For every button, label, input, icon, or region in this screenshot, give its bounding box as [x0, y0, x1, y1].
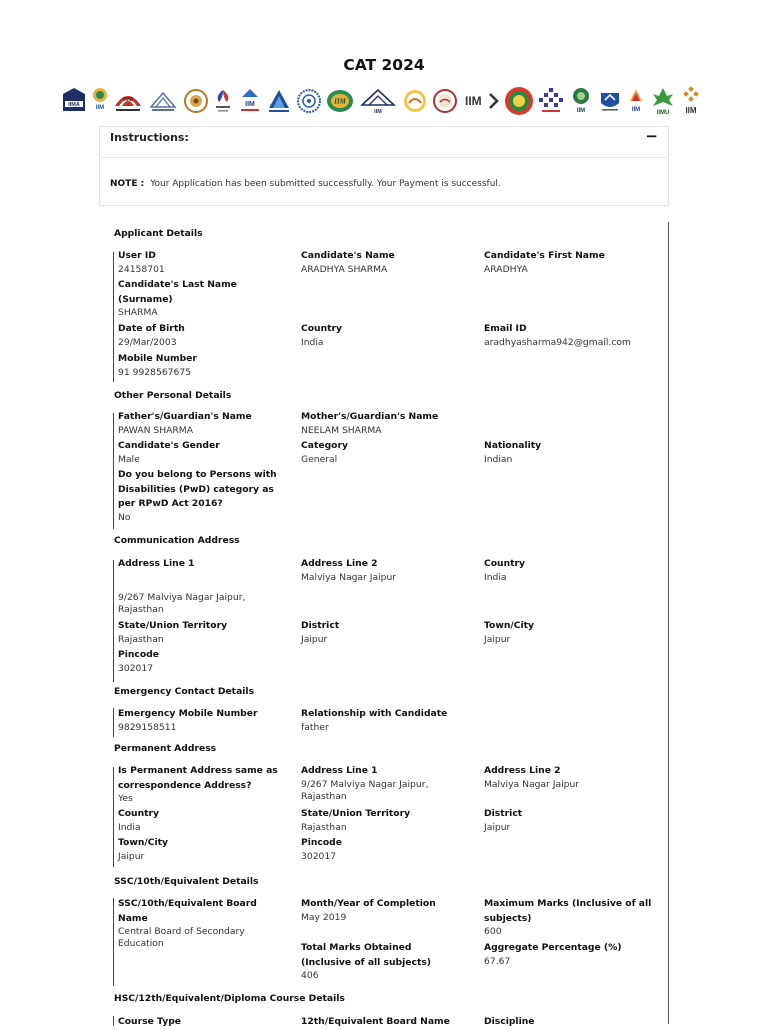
value: 302017: [118, 662, 154, 674]
field-date-of-birth: [118, 322, 288, 349]
label: Pincode: [301, 837, 342, 848]
iim-kozhikode-logo: [296, 86, 322, 116]
field-pincode: [301, 836, 471, 863]
logo-text: IIM: [464, 94, 482, 108]
hsc-details-group: [113, 1016, 659, 1026]
field-state: [301, 807, 471, 834]
iim-ranchi-logo: [463, 86, 499, 116]
field-email: [484, 322, 664, 349]
section-title-personal: Other Personal Details: [114, 390, 232, 401]
label: Candidate's Name: [301, 250, 395, 261]
label: Mother's/Guardian's Name: [301, 411, 439, 422]
iim-indore-logo: [213, 86, 233, 116]
field-pwd: [118, 468, 280, 524]
iim-udaipur-logo: [651, 86, 675, 116]
value: 67.67: [484, 955, 511, 967]
field-emergency-mobile: [118, 707, 288, 734]
field-same-address: [118, 764, 282, 805]
label: Address Line 1: [301, 765, 378, 776]
value: India: [484, 571, 507, 583]
value: 91 9928567675: [118, 366, 192, 378]
label: Date of Birth: [118, 323, 185, 334]
application-details: [99, 222, 669, 1027]
value: PAWAN SHARMA: [118, 424, 194, 436]
field-user-id: [118, 249, 288, 276]
iim-bodh-gaya-logo: [148, 86, 178, 116]
logo-text: IIM: [685, 106, 697, 115]
value: 29/Mar/2003: [118, 336, 177, 348]
iim-visakhapatnam-logo: [680, 86, 702, 116]
logo-text: IIMU: [656, 110, 670, 116]
value: Jaipur: [484, 821, 511, 833]
instructions-header: [100, 127, 668, 158]
note-label: NOTE :: [110, 179, 145, 189]
value: 302017: [301, 850, 337, 862]
value: 9/267 Malviya Nagar Jaipur, Rajasthan: [118, 591, 246, 615]
field-nationality: [484, 439, 654, 466]
section-title-hsc: HSC/12th/Equivalent/Diploma Course Details: [114, 993, 345, 1004]
field-hsc-board: [301, 1015, 471, 1030]
field-pincode: [118, 648, 288, 675]
iim-raipur-logo: [432, 86, 458, 116]
logo-text: IIMA: [68, 102, 80, 108]
section-title-communication: Communication Address: [114, 535, 240, 546]
value: Malviya Nagar Jaipur: [301, 571, 397, 583]
field-mother-name: [301, 410, 471, 437]
note-text: Your Application has been submitted successfully. Your Payment is successful.: [150, 179, 501, 189]
label: Do you belong to Persons with Disabilities (PwD) category as per RPwD Act 2016?: [118, 469, 277, 509]
field-district: [484, 807, 654, 834]
value: India: [118, 821, 141, 833]
label: Country: [301, 323, 343, 334]
label: Is Permanent Address same as correspondence Address?: [118, 765, 278, 791]
field-country: [301, 322, 471, 349]
iim-tiruchirappalli-logo: [626, 86, 646, 116]
label: Course Type: [118, 1016, 181, 1027]
field-country: [484, 557, 654, 584]
emergency-contact-group: [113, 708, 659, 737]
iim-kashipur-logo: [267, 86, 291, 116]
field-town: [484, 619, 654, 646]
field-candidate-name: [301, 249, 471, 276]
field-address-line-1: [118, 557, 278, 616]
label: Address Line 2: [301, 558, 378, 569]
field-address-line-2: [301, 557, 471, 584]
label: Mobile Number: [118, 353, 197, 364]
field-discipline: [484, 1015, 654, 1030]
field-ssc-board: [118, 897, 268, 950]
iim-mumbai-logo: [359, 86, 397, 116]
label: District: [484, 808, 523, 819]
label: Town/City: [118, 837, 169, 848]
field-gender: [118, 439, 288, 466]
value: General: [301, 453, 338, 465]
field-relationship: [301, 707, 471, 734]
value: NEELAM SHARMA: [301, 424, 382, 436]
value: Yes: [118, 793, 133, 804]
logo-text: IIM: [374, 109, 382, 115]
field-state: [118, 619, 288, 646]
permanent-address-group: [113, 767, 659, 867]
value: Male: [118, 453, 140, 465]
label: 12th/Equivalent Board Name: [301, 1016, 450, 1027]
field-address-line-2: [484, 764, 654, 791]
value: aradhyasharma942@gmail.com: [484, 336, 631, 348]
value: Rajasthan: [301, 821, 347, 833]
section-title-ssc: SSC/10th/Equivalent Details: [114, 876, 259, 887]
field-town: [118, 836, 288, 863]
label: Maximum Marks (Inclusive of all subjects): [484, 898, 652, 924]
label: Address Line 1: [118, 558, 195, 569]
iim-jammu-logo: [238, 86, 262, 116]
applicant-details-group: [113, 252, 659, 382]
field-total-marks: [301, 941, 451, 982]
label: Aggregate Percentage (%): [484, 942, 622, 953]
value: Jaipur: [484, 633, 511, 645]
logo-text: IIM: [334, 97, 347, 106]
iim-bangalore-logo: [113, 86, 143, 116]
value: Malviya Nagar Jaipur: [484, 778, 580, 790]
label: Category: [301, 440, 348, 451]
label: Candidate's Last Name (Surname): [118, 279, 237, 305]
field-last-name: [118, 278, 268, 319]
value: Indian: [484, 453, 513, 465]
instructions-note: [110, 179, 501, 189]
value: 24158701: [118, 263, 165, 275]
section-title-applicant: Applicant Details: [114, 228, 203, 239]
iim-calcutta-logo: [183, 86, 209, 116]
logo-text: IIMB: [123, 97, 134, 103]
logo-text: IIM: [245, 101, 255, 108]
field-category: [301, 439, 471, 466]
label: Country: [484, 558, 526, 569]
value: Jaipur: [301, 633, 328, 645]
iim-rohtak-logo: [504, 86, 534, 116]
page-title: CAT 2024: [343, 56, 425, 74]
label: Discipline: [484, 1016, 535, 1027]
value: Jaipur: [118, 850, 145, 862]
communication-address-group: [113, 560, 659, 682]
value: ARADHYA SHARMA: [301, 263, 388, 275]
value: Rajasthan: [118, 633, 164, 645]
label: Emergency Mobile Number: [118, 708, 258, 719]
iim-nagpur-logo: [402, 86, 428, 116]
label: Town/City: [484, 620, 535, 631]
label: Pincode: [118, 649, 159, 660]
value: India: [301, 336, 324, 348]
value: father: [301, 721, 329, 733]
label: Email ID: [484, 323, 527, 334]
field-mobile: [118, 352, 288, 379]
value: 9/267 Malviya Nagar Jaipur, Rajasthan: [301, 778, 429, 802]
label: State/Union Territory: [118, 620, 228, 631]
value: 600: [484, 926, 502, 937]
label: Total Marks Obtained (Inclusive of all subjects): [301, 942, 432, 968]
label: Candidate's First Name: [484, 250, 605, 261]
label: Country: [118, 808, 160, 819]
instructions-panel: [99, 126, 669, 206]
iim-amritsar-logo: [91, 86, 109, 116]
label: State/Union Territory: [301, 808, 411, 819]
value: SHARMA: [118, 307, 158, 318]
iim-sambalpur-logo: [538, 86, 564, 116]
label: Month/Year of Completion: [301, 898, 436, 909]
label: Father's/Guardian's Name: [118, 411, 252, 422]
field-max-marks: [484, 897, 654, 938]
label: User ID: [118, 250, 156, 261]
field-country: [118, 807, 288, 834]
value: 9829158511: [118, 721, 177, 733]
value: May 2019: [301, 911, 347, 923]
value: ARADHYA: [484, 263, 528, 275]
label: Candidate's Gender: [118, 440, 220, 451]
iima-logo: [62, 86, 86, 116]
value: No: [118, 511, 131, 523]
value: 406: [301, 970, 319, 981]
section-title-emergency: Emergency Contact Details: [114, 686, 255, 697]
label: SSC/10th/Equivalent Board Name: [118, 898, 257, 924]
iim-lucknow-logo: [326, 86, 354, 116]
field-completion: [301, 897, 471, 924]
ssc-details-group: [113, 898, 659, 986]
field-district: [301, 619, 471, 646]
iim-sirmaur-logo: [598, 86, 622, 116]
label: Address Line 2: [484, 765, 561, 776]
logo-text: IIM: [576, 108, 586, 114]
logo-text: IIM: [632, 107, 641, 113]
iim-shillong-logo: [569, 86, 593, 116]
personal-details-group: [113, 413, 659, 529]
field-course-type: [118, 1015, 288, 1030]
collapse-icon[interactable]: −: [645, 127, 658, 145]
label: District: [301, 620, 340, 631]
field-first-name: [484, 249, 654, 276]
label: Nationality: [484, 440, 542, 451]
field-address-line-1: [301, 764, 451, 803]
field-father-name: [118, 410, 288, 437]
value: Central Board of Secondary Education: [118, 926, 245, 949]
field-percentage: [484, 941, 654, 968]
label: Relationship with Candidate: [301, 708, 448, 719]
logo-text: IIM: [95, 105, 104, 111]
institute-logos-row: [62, 84, 702, 118]
instructions-title: Instructions:: [110, 131, 189, 144]
section-title-permanent: Permanent Address: [114, 743, 217, 754]
